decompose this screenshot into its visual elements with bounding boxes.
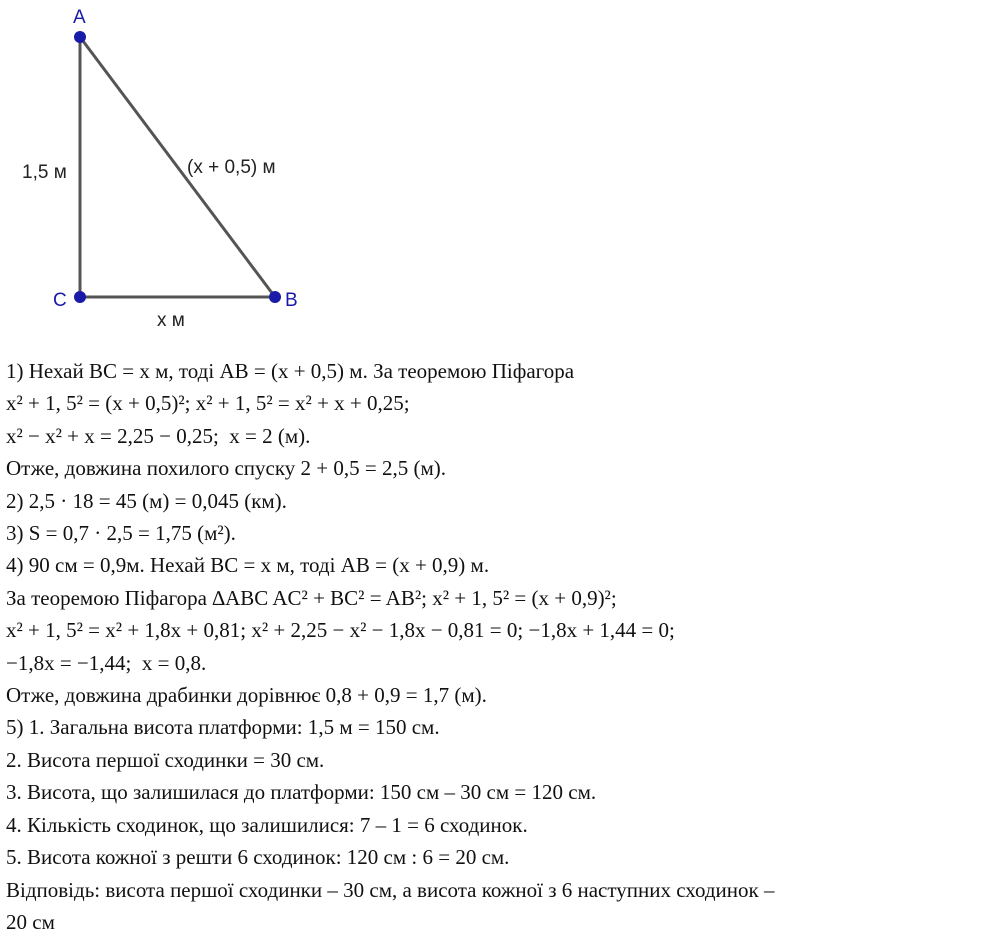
side-ac-label: 1,5 м <box>22 162 67 183</box>
side-cb-label: x м <box>157 310 185 331</box>
solution-line: x² + 1, 5² = x² + 1,8x + 0,81; x² + 2,25 − x² − 1,8x − 0,81 = 0; −1,8x + 1,44 = 0; <box>6 618 675 643</box>
solution-line: 5. Висота кожної з решти 6 сходинок: 120 см : 6 = 20 см. <box>6 845 510 870</box>
solution-line: Відповідь: висота першої сходинки – 30 см, а висота кожної з 6 наступних сходинок – <box>6 877 775 902</box>
solution-line: 3) S = 0,7 · 2,5 = 1,75 (м²). <box>6 521 236 546</box>
solution-line: 2) 2,5 · 18 = 45 (м) = 0,045 (км). <box>6 488 287 513</box>
solution-line: 5) 1. Загальна висота платформи: 1,5 м = 150 см. <box>6 715 440 740</box>
solution-line: Отже, довжина похилого спуску 2 + 0,5 = 2,5 (м). <box>6 456 446 481</box>
solution-line: За теоремою Піфагора ∆ABC AC² + BC² = AB²; x² + 1, 5² = (x + 0,9)²; <box>6 585 617 610</box>
solution-line: x² + 1, 5² = (x + 0,5)²; x² + 1, 5² = x² + x + 0,25; <box>6 391 410 416</box>
solution-line: x² − x² + x = 2,25 − 0,25; x = 2 (м). <box>6 423 311 448</box>
vertex-c-label: C <box>53 290 67 311</box>
vertex-a-point <box>74 31 86 43</box>
vertex-c-point <box>74 291 86 303</box>
vertex-a-label: A <box>73 7 86 28</box>
solution-line: 2. Висота першої сходинки = 30 см. <box>6 747 325 772</box>
solution-line: Отже, довжина драбинки дорівнює 0,8 + 0,9 = 1,7 (м). <box>6 683 487 708</box>
solution-line: 20 см <box>6 909 55 934</box>
solution-line: 1) Нехай BC = x м, тоді AB = (x + 0,5) м. За теоремою Піфагора <box>6 359 575 383</box>
right-triangle-figure <box>0 0 340 340</box>
solution-line: 4. Кількість сходинок, що залишилися: 7 – 1 = 6 сходинок. <box>6 812 528 837</box>
vertex-b-point <box>269 291 281 303</box>
solution-line: −1,8x = −1,44; x = 0,8. <box>6 650 207 675</box>
solution-line: 4) 90 см = 0,9м. Нехай BC = x м, тоді AB = (x + 0,9) м. <box>6 553 490 578</box>
solution-text <box>6 355 984 938</box>
vertex-b-label: B <box>285 290 298 311</box>
side-ab-label: (x + 0,5) м <box>187 157 276 178</box>
solution-line: 3. Висота, що залишилася до платформи: 150 см – 30 см = 120 см. <box>6 780 597 805</box>
